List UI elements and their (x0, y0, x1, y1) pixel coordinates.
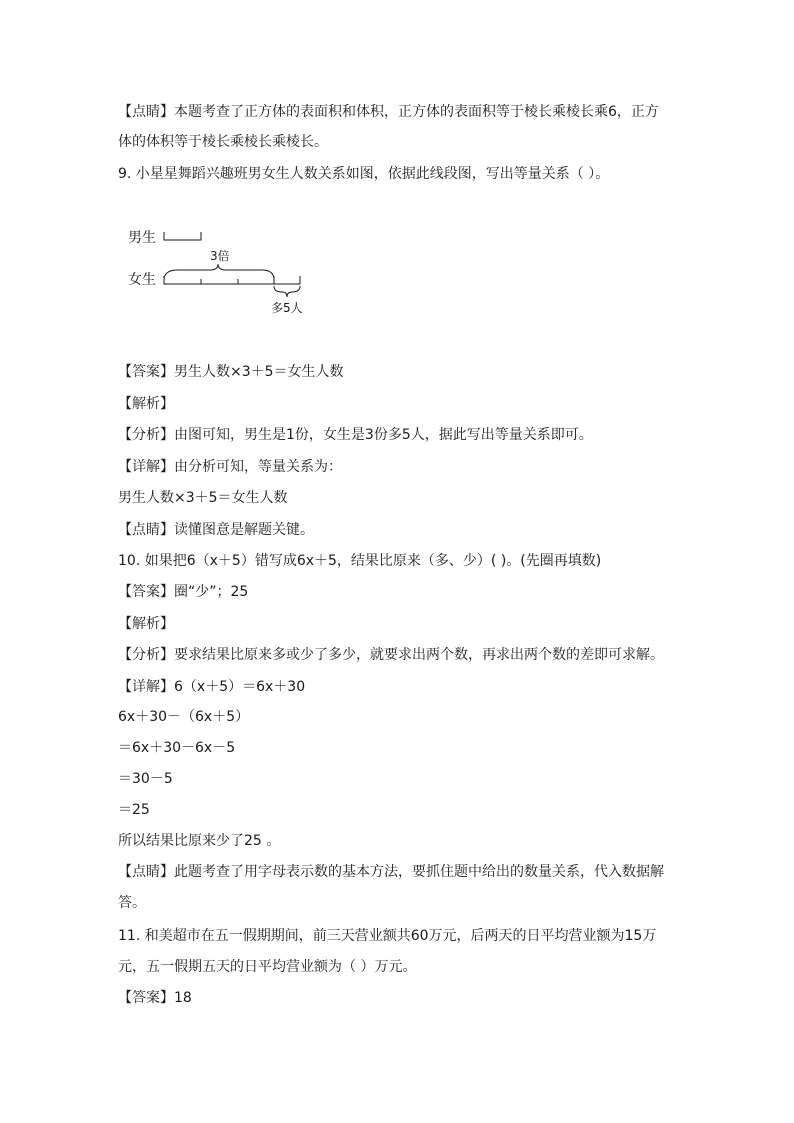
diagram-girl-label: 女生 (128, 272, 156, 288)
detail-q9: 【详解】由分析可知，等量关系为： (118, 459, 342, 475)
analysis-heading-q9: 【解析】 (118, 396, 174, 412)
calc-step-4: ＝25 (118, 802, 150, 818)
line-segment-diagram (118, 222, 338, 322)
question-11-line1: 11. 和美超市在五一假期期间，前三天营业额共60万元，后两天的日平均营业额为15万 (118, 928, 657, 944)
girl-segment (164, 276, 300, 284)
question-10: 10. 如果把6（x＋5）错写成6x＋5，结果比原来（多、少）( )。(先圈再填数) (118, 553, 602, 569)
diagram-boy-label: 男生 (128, 230, 156, 246)
detail-q10: 【详解】6（x＋5）＝6x＋30 (118, 679, 306, 695)
answer-q10: 【答案】圈“少”；25 (118, 584, 249, 600)
diagram-more-label: 多5人 (271, 301, 303, 315)
analysis-q10: 【分析】要求结果比原来多或少了多少，就要求出两个数，再求出两个数的差即可求解。 (118, 647, 664, 663)
answer-q11: 【答案】18 (118, 990, 192, 1006)
analysis-heading-q10: 【解析】 (118, 616, 174, 632)
boy-segment (164, 232, 201, 240)
question-11-line2: 元，五一假期五天的日平均营业额为（ ）万元。 (118, 959, 417, 975)
answer-q9: 【答案】男生人数×3＋5＝女生人数 (118, 364, 344, 380)
equation-q9: 男生人数×3＋5＝女生人数 (118, 490, 288, 506)
calc-step-2: ＝6x＋30－6x－5 (118, 740, 236, 756)
pointer-note-q10-line1: 【点睛】此题考查了用字母表示数的基本方法，要抓住题中给出的数量关系，代入数据解 (118, 864, 664, 880)
question-9: 9. 小星星舞蹈兴趣班男女生人数关系如图，依据此线段图，写出等量关系（ ）。 (118, 166, 610, 182)
girl-brace (164, 264, 274, 280)
more-brace (274, 286, 300, 297)
pointer-note-q9: 【点睛】读懂图意是解题关键。 (118, 522, 314, 538)
pointer-note-q8-line2: 体的体积等于棱长乘棱长乘棱长。 (118, 134, 328, 150)
analysis-q9: 【分析】由图可知，男生是1份，女生是3份多5人，据此写出等量关系即可。 (118, 427, 593, 443)
conclusion-q10: 所以结果比原来少了25 。 (118, 833, 281, 849)
pointer-note-q8-line1: 【点睛】本题考查了正方体的表面积和体积，正方体的表面积等于棱长乘棱长乘6，正方 (118, 104, 659, 120)
calc-step-1: 6x＋30－（6x＋5） (118, 709, 250, 725)
calc-step-3: ＝30－5 (118, 771, 173, 787)
pointer-note-q10-line2: 答。 (118, 895, 146, 911)
diagram-times-label: 3倍 (210, 249, 230, 263)
